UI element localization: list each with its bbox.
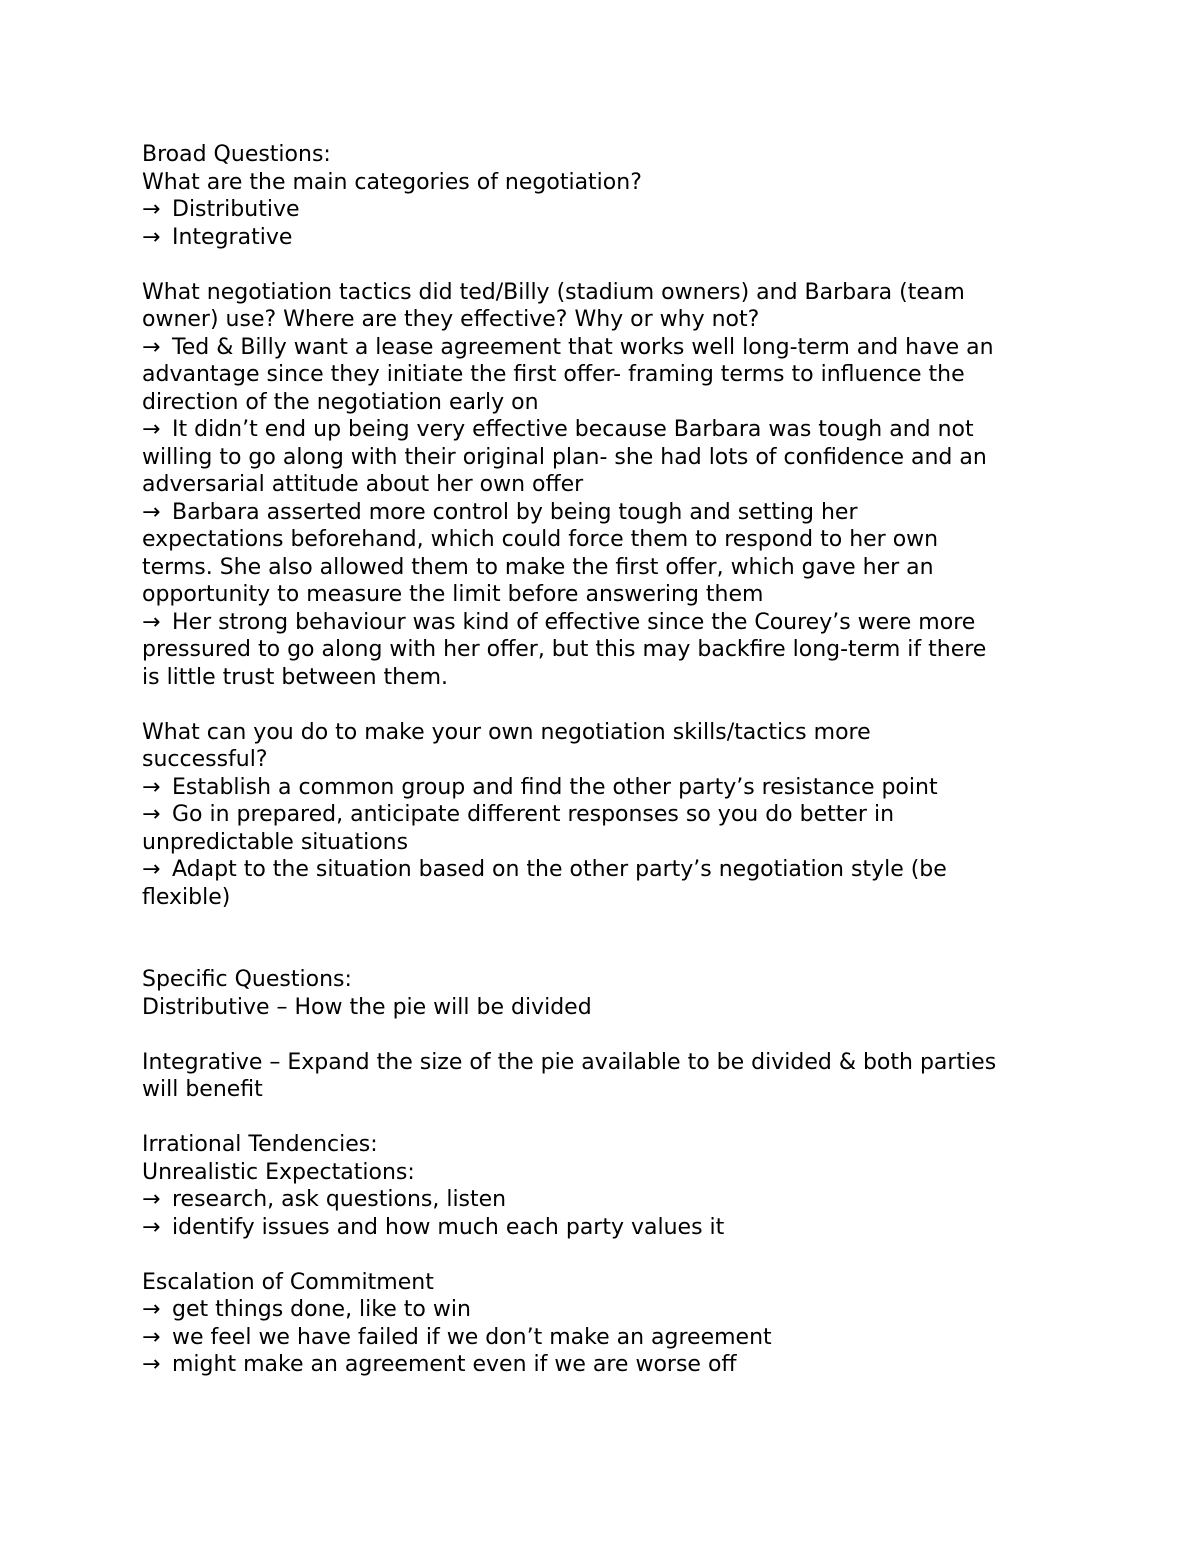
tactics-answer-3-line2: expectations beforehand, which could force them to respond to her own bbox=[142, 527, 939, 552]
answer-integrative: → Integrative bbox=[142, 224, 293, 250]
escalation-answer-2: → we feel we have failed if we don’t make an agreement bbox=[142, 1324, 772, 1350]
tactics-answer-1-line1: → Ted & Billy want a lease agreement that works well long-term and have an bbox=[142, 334, 994, 360]
integrative-definition-line2: will benefit bbox=[142, 1077, 263, 1102]
arrow-icon: → bbox=[142, 1352, 161, 1377]
skills-answer-1: → Establish a common group and find the other party’s resistance point bbox=[142, 774, 938, 800]
tactics-answer-2-line2: willing to go along with their original plan- she had lots of confidence and an bbox=[142, 444, 987, 470]
arrow-icon: → bbox=[142, 499, 161, 525]
arrow-icon: → bbox=[142, 334, 161, 360]
arrow-icon: → bbox=[142, 857, 161, 882]
skills-answer-2-line1: → Go in prepared, anticipate different responses so you do better in bbox=[142, 802, 895, 827]
tactics-answer-4-line3: is little trust between them. bbox=[142, 664, 449, 690]
tactics-answer-3-line1: → Barbara asserted more control by being tough and setting her bbox=[142, 499, 858, 525]
spacer bbox=[142, 1241, 1072, 1269]
unrealistic-expectations-heading: Unrealistic Expectations: bbox=[142, 1159, 415, 1185]
spacer bbox=[142, 251, 1072, 279]
arrow-icon: → bbox=[142, 417, 161, 442]
spacer bbox=[142, 691, 1072, 719]
arrow-icon: → bbox=[142, 197, 161, 222]
question-tactics-line2: owner) use? Where are they effective? Why or why not? bbox=[142, 307, 760, 332]
skills-answer-3-line2: flexible) bbox=[142, 884, 231, 910]
skills-answer-2-line2: unpredictable situations bbox=[142, 829, 409, 855]
arrow-icon: → bbox=[142, 1324, 161, 1350]
arrow-icon: → bbox=[142, 1187, 161, 1212]
broad-questions-heading: Broad Questions: bbox=[142, 142, 331, 167]
question-categories: What are the main categories of negotiation? bbox=[142, 169, 642, 195]
question-tactics-line1: What negotiation tactics did ted/Billy (stadium owners) and Barbara (team bbox=[142, 279, 965, 305]
escalation-answer-1: → get things done, like to win bbox=[142, 1297, 471, 1322]
tactics-answer-3-line4: opportunity to measure the limit before answering them bbox=[142, 582, 764, 607]
tactics-answer-4-line2: pressured to go along with her offer, but this may backfire long-term if there bbox=[142, 637, 987, 662]
answer-distributive: → Distributive bbox=[142, 197, 300, 222]
escalation-answer-3: → might make an agreement even if we are worse off bbox=[142, 1352, 737, 1377]
integrative-definition-line1: Integrative – Expand the size of the pie available to be divided & both parties bbox=[142, 1049, 997, 1075]
tactics-answer-1-line2: advantage since they initiate the first offer- framing terms to influence the bbox=[142, 362, 965, 387]
distributive-definition: Distributive – How the pie will be divided bbox=[142, 994, 592, 1020]
tactics-answer-2-line1: → It didn’t end up being very effective because Barbara was tough and not bbox=[142, 417, 974, 442]
arrow-icon: → bbox=[142, 609, 161, 635]
spacer bbox=[142, 1104, 1072, 1132]
document-page bbox=[142, 141, 1072, 1379]
arrow-icon: → bbox=[142, 1297, 161, 1322]
tactics-answer-3-line3: terms. She also allowed them to make the first offer, which gave her an bbox=[142, 554, 934, 580]
arrow-icon: → bbox=[142, 802, 161, 827]
skills-answer-3-line1: → Adapt to the situation based on the other party’s negotiation style (be bbox=[142, 857, 947, 882]
arrow-icon: → bbox=[142, 224, 161, 250]
tactics-answer-1-line3: direction of the negotiation early on bbox=[142, 389, 539, 415]
question-skills-line2: successful? bbox=[142, 747, 268, 772]
specific-questions-heading: Specific Questions: bbox=[142, 967, 352, 992]
unrealistic-answer-1: → research, ask questions, listen bbox=[142, 1187, 507, 1212]
tactics-answer-4-line1: → Her strong behaviour was kind of effective since the Courey’s were more bbox=[142, 609, 976, 635]
unrealistic-answer-2: → identify issues and how much each party values it bbox=[142, 1214, 725, 1240]
arrow-icon: → bbox=[142, 774, 161, 800]
question-skills-line1: What can you do to make your own negotiation skills/tactics more bbox=[142, 719, 871, 745]
spacer bbox=[142, 911, 1072, 966]
arrow-icon: → bbox=[142, 1214, 161, 1240]
irrational-tendencies-heading: Irrational Tendencies: bbox=[142, 1132, 378, 1157]
spacer bbox=[142, 1021, 1072, 1049]
escalation-heading: Escalation of Commitment bbox=[142, 1269, 434, 1295]
tactics-answer-2-line3: adversarial attitude about her own offer bbox=[142, 472, 584, 497]
